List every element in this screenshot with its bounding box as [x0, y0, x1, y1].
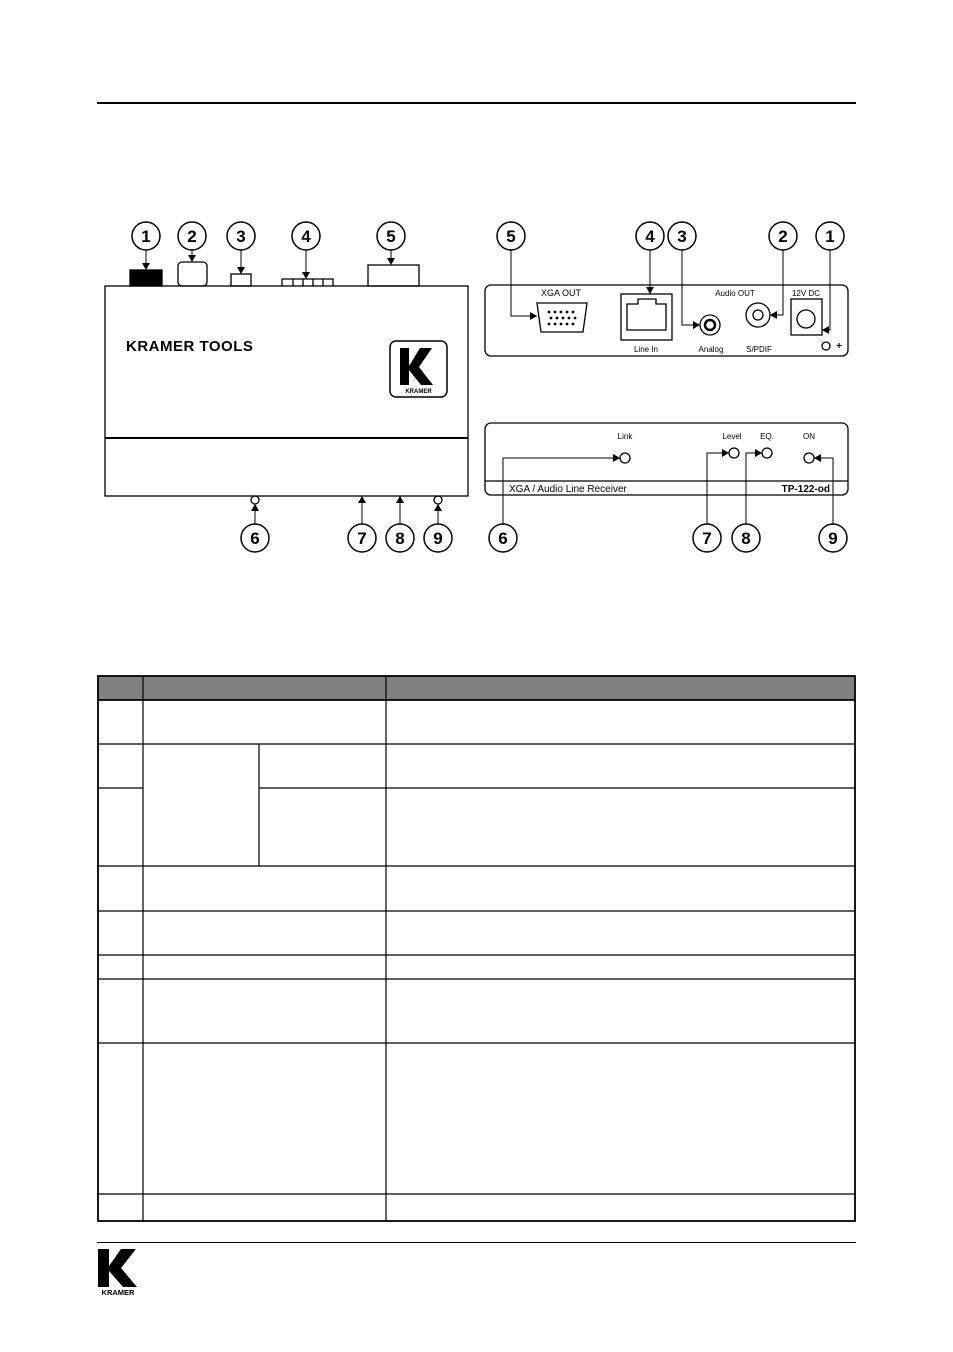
table-header-row [98, 676, 855, 700]
vga-pins [548, 311, 577, 326]
bottom-rule [97, 1242, 856, 1243]
label-12v-dc: 12V DC [791, 289, 821, 298]
callout-rear-5: 5 [506, 227, 516, 246]
label-analog: Analog [698, 345, 724, 354]
label-audio-out: Audio OUT [715, 289, 755, 298]
table-grid [98, 676, 855, 1221]
callout-front-4: 4 [301, 227, 311, 246]
callout-side-8: 8 [741, 529, 751, 548]
callout-rear-2: 2 [778, 227, 788, 246]
level-knob [729, 448, 739, 458]
analog-jack-outer [700, 315, 720, 335]
dc-jack [791, 299, 822, 335]
callout-front-9: 9 [433, 529, 443, 548]
callout-rear-3: 3 [677, 227, 687, 246]
dc-connector [130, 270, 162, 286]
label-eq: EQ. [760, 432, 774, 441]
callout-side-7: 7 [702, 529, 712, 548]
top-rule [97, 102, 856, 104]
label-level: Level [722, 432, 742, 441]
callout-rear-1: 1 [825, 227, 835, 246]
callout-front-1: 1 [141, 227, 151, 246]
xga-connector [368, 265, 419, 286]
eq-knob [762, 448, 772, 458]
front-brand-text: KRAMER TOOLS [126, 338, 254, 355]
callout-front-8: 8 [395, 529, 405, 548]
label-link: Link [617, 432, 633, 441]
footer-k-mark [98, 1249, 137, 1287]
label-line-in: Line In [633, 345, 659, 354]
callout-rear-4: 4 [645, 227, 655, 246]
callout-side-6: 6 [498, 529, 508, 548]
label-on: ON [803, 432, 815, 441]
analog-connector [231, 274, 251, 286]
dc-jack-hole [797, 310, 815, 328]
callouts-bottom-rear [489, 524, 847, 552]
footer-logo-text: KRAMER [101, 1288, 135, 1296]
side-title: XGA / Audio Line Receiver [509, 484, 627, 495]
callout-side-9: 9 [828, 529, 838, 548]
callout-front-6: 6 [250, 529, 260, 548]
front-view [105, 262, 468, 504]
callout-front-3: 3 [236, 227, 246, 246]
rj45-socket [627, 299, 666, 330]
callouts-bottom-front [241, 524, 452, 552]
label-xga-out: XGA OUT [540, 288, 582, 298]
feature-table [97, 675, 856, 1223]
callouts-top-rear [497, 222, 844, 250]
rj45-connector [282, 279, 333, 286]
side-model: TP-122-od [781, 484, 830, 495]
callout-front-5: 5 [386, 227, 396, 246]
polarity-symbol [822, 342, 830, 350]
front-k-mark [400, 348, 433, 385]
link-led [620, 453, 630, 463]
device-diagram [0, 200, 953, 560]
callout-front-2: 2 [187, 227, 197, 246]
callouts-top-front [132, 222, 405, 250]
on-led [804, 453, 814, 463]
link-led-front [251, 496, 259, 504]
spdif-jack-outer [746, 303, 770, 327]
rj45-port [621, 294, 672, 340]
on-led-front [434, 496, 442, 504]
label-plus: + [836, 341, 842, 352]
spdif-jack-inner [753, 310, 763, 320]
analog-jack-inner [705, 320, 715, 330]
front-logo-text: KRAMER [405, 389, 432, 395]
spdif-connector [178, 262, 207, 286]
callout-front-7: 7 [357, 529, 367, 548]
label-spdif: S/PDIF [746, 345, 772, 354]
footer-logo [97, 1248, 141, 1296]
